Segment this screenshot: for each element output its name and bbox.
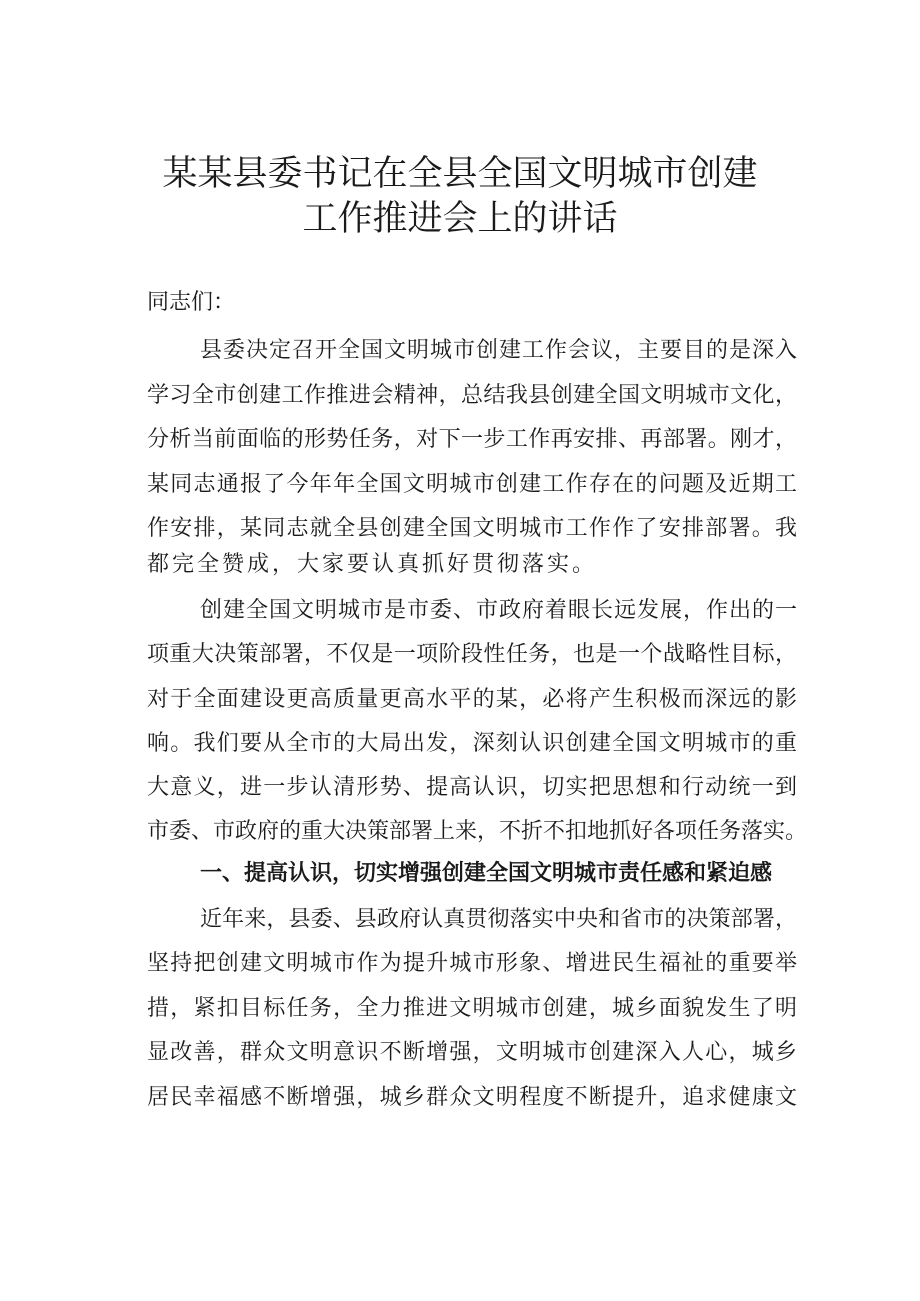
- paragraph-1-line-6: 都完全赞成，大家要认真抓好贯彻落实。: [147, 552, 598, 577]
- paragraph-2-line-6: 市委、市政府的重大决策部署上来，不折不扣地抓好各项任务落实。: [147, 819, 808, 844]
- paragraph-2-line-2: 项重大决策部署，不仅是一项阶段性任务，也是一个战略性目标，: [147, 642, 797, 667]
- salutation: 同志们：: [147, 290, 236, 315]
- paragraph-2-line-4: 响。我们要从全市的大局出发，深刻认识创建全国文明城市的重: [147, 731, 797, 756]
- paragraph-3-line-4: 显改善，群众文明意识不断增强，文明城市创建深入人心，城乡: [147, 1040, 797, 1065]
- paragraph-1-line-4: 某同志通报了今年年全国文明城市创建工作存在的问题及近期工: [147, 472, 797, 497]
- paragraph-1-line-5: 作安排，某同志就全县创建全国文明城市工作作了安排部署。我: [147, 516, 797, 541]
- paragraph-3-line-3: 措，紧扣目标任务，全力推进文明城市创建，城乡面貌发生了明: [147, 996, 797, 1021]
- document-title-line-2: 工作推进会上的讲话: [302, 199, 618, 239]
- paragraph-1-line-1: 县委决定召开全国文明城市创建工作会议，主要目的是深入: [200, 338, 797, 363]
- paragraph-1-line-2: 学习全市创建工作推进会精神，总结我县创建全国文明城市文化，: [147, 383, 797, 408]
- paragraph-3-line-5: 居民幸福感不断增强，城乡群众文明程度不断提升，追求健康文: [147, 1085, 797, 1110]
- paragraph-2-line-5: 大意义，进一步认清形势、提高认识，切实把思想和行动统一到: [147, 775, 797, 800]
- paragraph-3-line-1: 近年来，县委、县政府认真贯彻落实中央和省市的决策部署，: [200, 907, 797, 932]
- paragraph-1-line-3: 分析当前面临的形势任务，对下一步工作再安排、再部署。刚才，: [147, 427, 797, 452]
- paragraph-3-line-2: 坚持把创建文明城市作为提升城市形象、增进民生福祉的重要举: [147, 951, 797, 976]
- document-title-line-1: 某某县委书记在全县全国文明城市创建: [162, 154, 758, 194]
- section-heading-1: 一、提高认识，切实增强创建全国文明城市责任感和紧迫感: [200, 861, 773, 886]
- paragraph-2-line-1: 创建全国文明城市是市委、市政府着眼长远发展，作出的一: [200, 598, 797, 623]
- paragraph-2-line-3: 对于全面建设更高质量更高水平的某，必将产生积极而深远的影: [147, 687, 797, 712]
